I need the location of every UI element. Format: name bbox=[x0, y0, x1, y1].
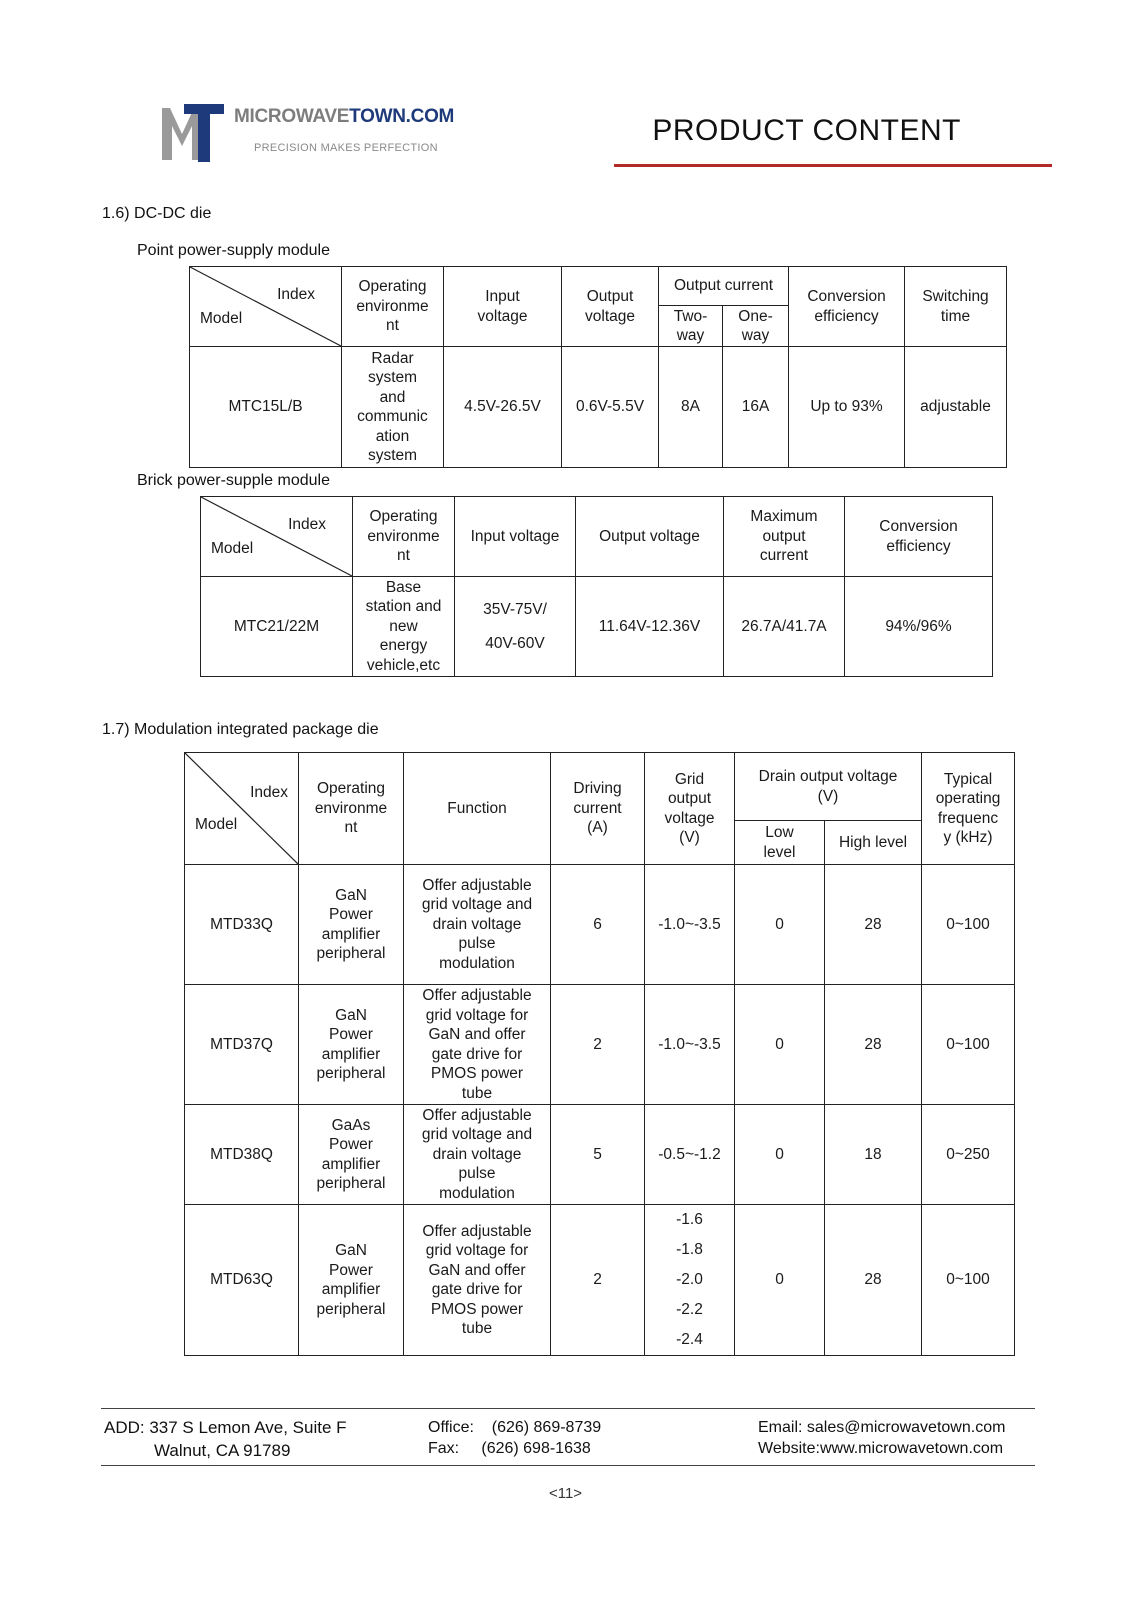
header-grid-output-voltage: Grid output voltage (V) bbox=[645, 753, 735, 865]
cell-model: MTD33Q bbox=[185, 865, 299, 985]
header-output-voltage: Output voltage bbox=[562, 267, 659, 347]
cell-conversion-efficiency: 94%/96% bbox=[845, 577, 993, 677]
diagonal-line bbox=[190, 267, 341, 346]
footer-fax bbox=[428, 1440, 591, 1458]
brick-module-table bbox=[200, 496, 993, 677]
cell-frequency: 0~100 bbox=[922, 865, 1015, 985]
footer-website[interactable]: Website:www.microwavetown.com bbox=[758, 1440, 1004, 1457]
office-phone: (626) 869-8739 bbox=[491, 1419, 602, 1436]
cell-grid-voltage: -0.5~-1.2 bbox=[645, 1105, 735, 1205]
title-underline bbox=[614, 164, 1052, 167]
section-heading-modulation: 1.7) Modulation integrated package die bbox=[102, 721, 379, 738]
caption-brick-module: Brick power-supple module bbox=[137, 472, 330, 489]
cell-operating-env: GaAs Power amplifier peripheral bbox=[299, 1105, 404, 1205]
cell-driving-current: 5 bbox=[551, 1105, 645, 1205]
header-conversion-efficiency: Conversion efficiency bbox=[789, 267, 905, 347]
header-driving-current: Driving current (A) bbox=[551, 753, 645, 865]
corner-model-label: Model bbox=[200, 309, 243, 327]
cell-low-level: 0 bbox=[735, 865, 825, 985]
page-title: PRODUCT CONTENT bbox=[652, 114, 961, 147]
cell-model: MTD63Q bbox=[185, 1205, 299, 1356]
cell-high-level: 28 bbox=[825, 985, 922, 1105]
cell-two-way: 8A bbox=[659, 347, 723, 468]
table-row bbox=[190, 347, 1007, 468]
footer-address-line1: ADD: 337 S Lemon Ave, Suite F bbox=[104, 1418, 347, 1437]
cell-driving-current: 6 bbox=[551, 865, 645, 985]
table-row bbox=[185, 865, 1015, 985]
footer-top-rule bbox=[101, 1408, 1035, 1409]
table-row bbox=[201, 577, 993, 677]
point-header-row bbox=[190, 267, 1007, 306]
table-row bbox=[185, 985, 1015, 1105]
header-output-current: Output current bbox=[659, 267, 789, 306]
cell-input-voltage: 35V-75V/ 40V-60V bbox=[455, 577, 576, 677]
page-number: <11> bbox=[548, 1485, 583, 1502]
cell-operating-env: GaN Power amplifier peripheral bbox=[299, 1205, 404, 1356]
diagonal-line bbox=[201, 497, 352, 576]
cell-operating-env: GaN Power amplifier peripheral bbox=[299, 985, 404, 1105]
cell-conversion-efficiency: Up to 93% bbox=[789, 347, 905, 468]
cell-low-level: 0 bbox=[735, 1105, 825, 1205]
corner-index-label: Index bbox=[277, 286, 315, 303]
cell-operating-env: Base station and new energy vehicle,etc bbox=[353, 577, 455, 677]
cell-function: Offer adjustable grid voltage for GaN and offer gate drive for PMOS power tube bbox=[404, 985, 551, 1105]
header-drain-output-voltage: Drain output voltage (V) bbox=[735, 753, 922, 821]
fax-label: Fax: bbox=[428, 1440, 460, 1457]
point-module-table bbox=[189, 266, 1007, 468]
footer-email[interactable]: Email: sales@microwavetown.com bbox=[758, 1419, 1006, 1436]
header-one-way: One- way bbox=[723, 306, 789, 347]
header-switching-time: Switching time bbox=[905, 267, 1007, 347]
header-typical-frequency: Typical operating frequenc y (kHz) bbox=[922, 753, 1015, 865]
header-two-way: Two- way bbox=[659, 306, 723, 347]
cell-model: MTC21/22M bbox=[201, 577, 353, 677]
header-operating-env: Operating environme nt bbox=[299, 753, 404, 865]
corner-cell bbox=[190, 267, 342, 347]
cell-max-output-current: 26.7A/41.7A bbox=[724, 577, 845, 677]
caption-point-module: Point power-supply module bbox=[137, 242, 330, 259]
header-output-voltage: Output voltage bbox=[576, 497, 724, 577]
modulation-header-row bbox=[185, 753, 1015, 821]
corner-cell bbox=[185, 753, 299, 865]
logo-tagline: PRECISION MAKES PERFECTION bbox=[254, 142, 438, 154]
header-input-voltage: Input voltage bbox=[444, 267, 562, 347]
cell-output-voltage: 11.64V-12.36V bbox=[576, 577, 724, 677]
cell-driving-current: 2 bbox=[551, 985, 645, 1105]
corner-index-label: Index bbox=[250, 784, 288, 801]
cell-high-level: 28 bbox=[825, 865, 922, 985]
header-high-level: High level bbox=[825, 821, 922, 865]
cell-operating-env: Radar system and communic ation system bbox=[342, 347, 444, 468]
header-low-level: Low level bbox=[735, 821, 825, 865]
corner-index-label: Index bbox=[288, 516, 326, 533]
cell-model: MTD38Q bbox=[185, 1105, 299, 1205]
header-input-voltage: Input voltage bbox=[455, 497, 576, 577]
cell-operating-env: GaN Power amplifier peripheral bbox=[299, 865, 404, 985]
office-label: Office: bbox=[428, 1419, 474, 1436]
cell-output-voltage: 0.6V-5.5V bbox=[562, 347, 659, 468]
footer-bottom-rule bbox=[101, 1465, 1035, 1466]
cell-high-level: 18 bbox=[825, 1105, 922, 1205]
mt-logo-icon bbox=[160, 100, 224, 164]
cell-grid-voltage: -1.0~-3.5 bbox=[645, 985, 735, 1105]
cell-one-way: 16A bbox=[723, 347, 789, 468]
corner-model-label: Model bbox=[211, 539, 254, 557]
cell-frequency: 0~250 bbox=[922, 1105, 1015, 1205]
cell-low-level: 0 bbox=[735, 1205, 825, 1356]
cell-function: Offer adjustable grid voltage for GaN and offer gate drive for PMOS power tube bbox=[404, 1205, 551, 1356]
cell-low-level: 0 bbox=[735, 985, 825, 1105]
brick-header-row bbox=[201, 497, 993, 577]
cell-input-voltage: 4.5V-26.5V bbox=[444, 347, 562, 468]
table-row bbox=[185, 1105, 1015, 1205]
header-operating-env: Operating environme nt bbox=[353, 497, 455, 577]
header-operating-env: Operating environme nt bbox=[342, 267, 444, 347]
header-max-output-current: Maximum output current bbox=[724, 497, 845, 577]
cell-driving-current: 2 bbox=[551, 1205, 645, 1356]
cell-grid-voltage: -1.6 -1.8 -2.0 -2.2 -2.4 bbox=[645, 1205, 735, 1356]
header-conversion-efficiency: Conversion efficiency bbox=[845, 497, 993, 577]
cell-grid-voltage: -1.0~-3.5 bbox=[645, 865, 735, 985]
diagonal-line bbox=[185, 753, 298, 864]
corner-cell bbox=[201, 497, 353, 577]
cell-model: MTC15L/B bbox=[190, 347, 342, 468]
cell-model: MTD37Q bbox=[185, 985, 299, 1105]
cell-function: Offer adjustable grid voltage and drain voltage pulse modulation bbox=[404, 1105, 551, 1205]
cell-switching-time: adjustable bbox=[905, 347, 1007, 468]
header-function: Function bbox=[404, 753, 551, 865]
corner-model-label: Model bbox=[195, 815, 238, 833]
cell-high-level: 28 bbox=[825, 1205, 922, 1356]
logo-wordmark: MICROWAVETOWN.COM bbox=[234, 106, 455, 127]
table-row bbox=[185, 1205, 1015, 1356]
cell-frequency: 0~100 bbox=[922, 1205, 1015, 1356]
cell-frequency: 0~100 bbox=[922, 985, 1015, 1105]
company-logo bbox=[160, 100, 460, 164]
footer-office bbox=[428, 1419, 601, 1437]
section-heading-dcdc: 1.6) DC-DC die bbox=[102, 205, 212, 222]
cell-function: Offer adjustable grid voltage and drain voltage pulse modulation bbox=[404, 865, 551, 985]
fax-number: (626) 698-1638 bbox=[481, 1440, 591, 1457]
footer-address-line2: Walnut, CA 91789 bbox=[154, 1441, 291, 1460]
modulation-table bbox=[184, 752, 1015, 1356]
